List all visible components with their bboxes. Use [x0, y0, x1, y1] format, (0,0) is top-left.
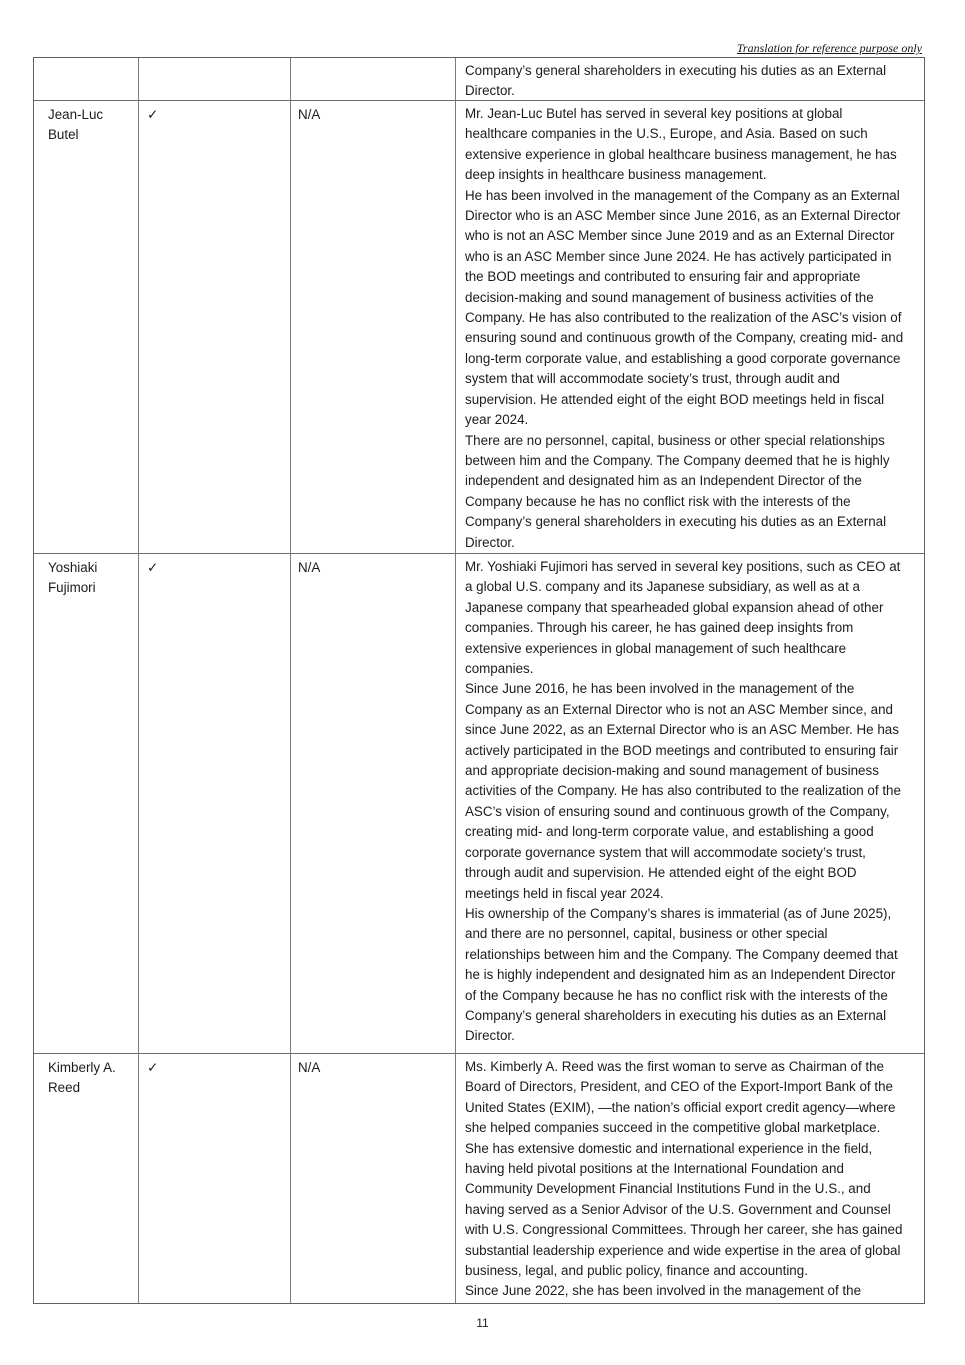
text-line: His ownership of the Company’s shares is immaterial (as of June 2025), [465, 905, 892, 921]
text-line: Since June 2022, she has been involved in the management of the [465, 1283, 862, 1299]
translation-note: Translation for reference purpose only [736, 41, 922, 55]
table-row [34, 101, 924, 554]
text-line: ASC’s vision of ensuring sound and continuous growth of the Company, [465, 803, 890, 819]
text-line: Since June 2016, he has been involved in the management of the [465, 681, 855, 697]
text-line: United States (EXIM), —the nation’s official export credit agency—where [465, 1099, 896, 1115]
text-line: having served as a Senior Advisor of the U.S. Government and Counsel [465, 1201, 891, 1217]
na-value: N/A [291, 101, 456, 554]
description-cell [456, 554, 924, 1054]
na-value: N/A [291, 1054, 456, 1303]
text-line: long-term corporate value, and establishing a good corporate governance [465, 350, 901, 366]
text-line: through audit and supervision. He attended eight of the eight BOD [465, 865, 857, 881]
text-line: with U.S. Congressional Committees. Through her career, she has gained [465, 1222, 903, 1238]
text-line: Director. [465, 1028, 515, 1044]
text-line: between him and the Company. The Company deemed that he is highly [465, 452, 890, 468]
text-line: Company. He has also contributed to the realization of the ASC’s vision of [465, 310, 902, 326]
text-line: supervision. He attended eight of the eight BOD meetings held in fiscal [465, 391, 885, 407]
text-line: companies. Through his career, he has gained deep insights from [465, 620, 854, 636]
text-line: business, legal, and public policy, finance and accounting. [465, 1263, 808, 1279]
text-line: Ms. Kimberly A. Reed was the first woman to serve as Chairman of the [465, 1059, 884, 1074]
text-line: year 2024. [465, 412, 529, 428]
table-row [34, 554, 924, 1054]
text-line: the BOD meetings and contributed to ensuring fair and appropriate [465, 269, 861, 285]
text-line: meetings held in fiscal year 2024. [465, 885, 664, 901]
text-line: extensive experience in global healthcare business management, he has [465, 146, 897, 162]
text-line: creating mid- and long-term corporate value, and establishing a good [465, 824, 874, 840]
description-cell [456, 1054, 924, 1303]
text-line: Company’s general shareholders in executing his duties as an External [465, 514, 887, 530]
text-line: Community Development Financial Institutions Fund in the U.S., and [465, 1181, 871, 1197]
text-line: decision-making and sound management of business activities of the [465, 289, 874, 305]
text-line: independent and designated him as an Independent Director of the [465, 473, 862, 489]
text-line: activities of the Company. He has also contributed to the realization of the [465, 783, 901, 799]
text-line: Director who is an ASC Member since June 2016, as an External Director [465, 208, 901, 224]
text-line: he is highly independent and designated him as an Independent Director [465, 967, 896, 983]
director-name: Kimberly A. Reed [34, 1054, 139, 1303]
checkmark-icon [139, 58, 291, 101]
text-line: Director. [465, 534, 515, 550]
text-line: Japanese company that spearheaded global expansion ahead of other [465, 599, 884, 615]
directors-table [33, 57, 925, 1304]
text-line: of the Company because he has no conflict risk with the interests of the [465, 987, 888, 1003]
checkmark-icon: ✓ [139, 1054, 291, 1303]
text-line: He has been involved in the management of the Company as an External [465, 187, 900, 203]
text-line: Company’s general shareholders in executing his duties as an External [465, 63, 887, 78]
text-line: extensive experiences in global management of such healthcare [465, 640, 847, 656]
text-line: companies. [465, 661, 534, 677]
page-number: 11 [476, 1316, 489, 1330]
text-line: substantial leadership experience and wide expertise in the area of global [465, 1242, 901, 1258]
na-value [291, 58, 456, 101]
description-cell [456, 58, 924, 101]
text-line: and there are no personnel, capital, business or other special [465, 926, 828, 942]
director-name: Yoshiaki Fujimori [34, 554, 139, 1054]
director-name: Jean-Luc Butel [34, 101, 139, 554]
text-line: Mr. Yoshiaki Fujimori has served in several key positions, such as CEO at [465, 559, 901, 574]
text-line: since June 2022, as an External Director who is an ASC Member. He has [465, 722, 899, 738]
text-line: Company because he has no conflict risk with the interests of the [465, 493, 851, 509]
text-line: She has extensive domestic and international experience in the field, [465, 1140, 873, 1156]
text-line: corporate governance system that will accommodate society’s trust, [465, 844, 866, 860]
text-line: ensuring sound and continuous growth of the Company, creating mid- and [465, 330, 904, 346]
description-cell [456, 101, 924, 554]
text-line: actively participated in the BOD meetings and contributed to ensuring fair [465, 742, 899, 758]
text-line: she helped companies succeed in the competitive global marketplace. [465, 1120, 881, 1136]
text-line: There are no personnel, capital, business or other special relationships [465, 432, 885, 448]
text-line: Company’s general shareholders in executing his duties as an External [465, 1007, 887, 1023]
text-line: deep insights in healthcare business management. [465, 167, 767, 183]
checkmark-icon: ✓ [139, 101, 291, 554]
na-value: N/A [291, 554, 456, 1054]
text-line: a global U.S. company and its Japanese subsidiary, as well as at a [465, 579, 860, 595]
text-line: system that will accommodate society’s trust, through audit and [465, 371, 840, 387]
text-line: who is not an ASC Member since June 2019 and as an External Director [465, 228, 895, 244]
text-line: and appropriate decision-making and sound management of business [465, 763, 879, 779]
text-line: relationships between him and the Company. The Company deemed that [465, 946, 898, 962]
director-name [34, 58, 139, 101]
text-line: who is an ASC Member since June 2024. He has actively participated in [465, 248, 892, 264]
text-line: healthcare companies in the U.S., Europe, and Asia. Based on such [465, 126, 868, 142]
text-line: Director. [465, 83, 515, 99]
table-row [34, 1054, 924, 1303]
text-line: Mr. Jean-Luc Butel has served in several key positions at global [465, 106, 843, 121]
text-line: Company as an External Director who is not an ASC Member since, and [465, 701, 893, 717]
text-line: Board of Directors, President, and CEO of the Export-Import Bank of the [465, 1079, 893, 1095]
table-row [34, 58, 924, 101]
checkmark-icon: ✓ [139, 554, 291, 1054]
text-line: having held pivotal positions at the International Foundation and [465, 1161, 844, 1177]
